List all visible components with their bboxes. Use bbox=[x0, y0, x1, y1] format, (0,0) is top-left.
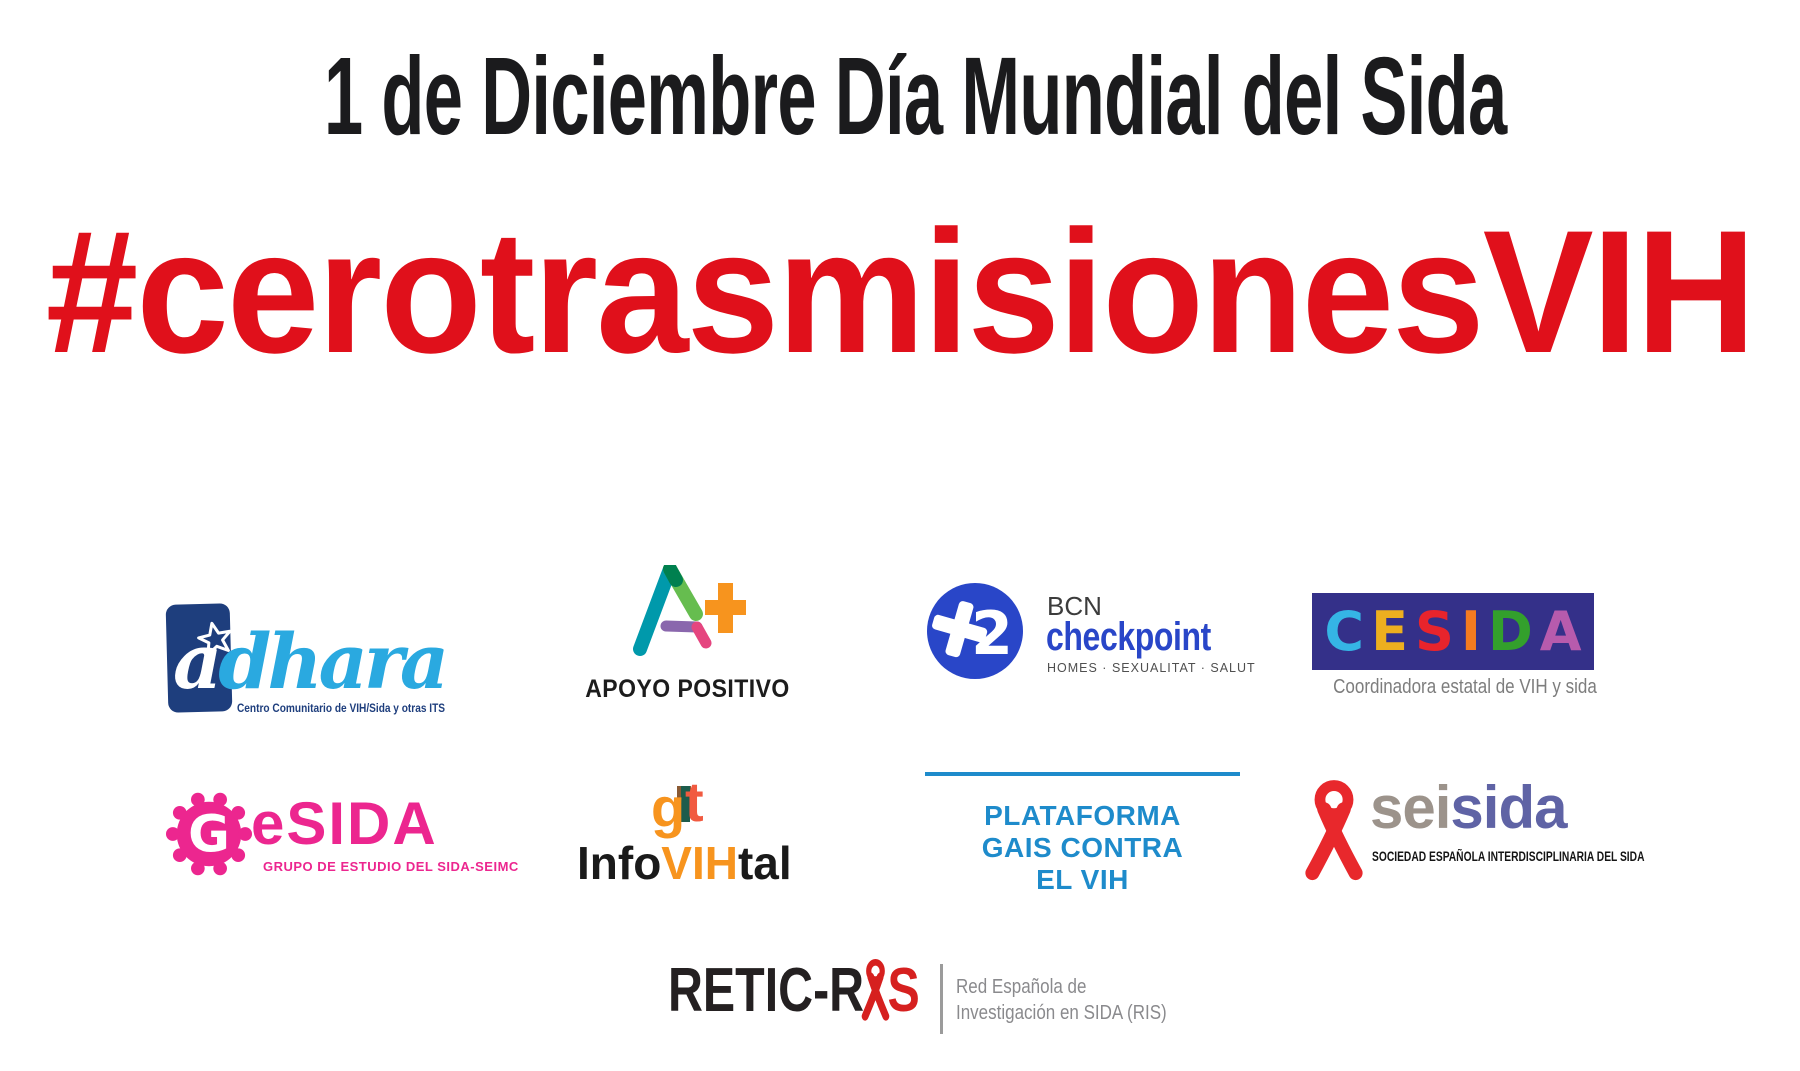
retic-prefix: RETIC-R bbox=[668, 956, 865, 1025]
logo-bcn-checkpoint bbox=[925, 581, 1270, 686]
logo-retic-ris bbox=[668, 952, 1198, 1047]
cesida-letter: A bbox=[1539, 599, 1582, 663]
logo-cesida bbox=[1312, 593, 1597, 705]
plataforma-wordmark bbox=[925, 800, 1240, 897]
seisida-sei: sei bbox=[1370, 774, 1451, 841]
aids-ribbon-icon bbox=[1298, 778, 1370, 886]
adhara-tagline: Centro Comunitario de VIH/Sida y otras ITS bbox=[237, 703, 446, 715]
cesida-letter: C bbox=[1324, 599, 1365, 663]
adhara-letters-dhara: dhara bbox=[218, 617, 446, 706]
adhara-wordmark bbox=[173, 617, 446, 706]
retic-divider bbox=[940, 964, 943, 1034]
gesida-tagline: GRUPO DE ESTUDIO DEL SIDA-SEIMC bbox=[263, 859, 519, 874]
plataforma-line2: GAIS CONTRA bbox=[981, 832, 1184, 864]
retic-ris-wordmark bbox=[668, 956, 920, 1032]
retic-suffix: S bbox=[887, 956, 920, 1025]
cesida-box bbox=[1312, 593, 1594, 670]
logo-seisida bbox=[1298, 772, 1645, 894]
seisida-wordmark bbox=[1370, 774, 1567, 841]
logo-plataforma-gais bbox=[925, 772, 1240, 897]
cesida-tagline: Coordinadora estatal de VIH y sida bbox=[1333, 676, 1597, 698]
gear-icon bbox=[165, 790, 253, 878]
infovihtal-vih: VIH bbox=[661, 837, 738, 889]
plataforma-line3: EL VIH bbox=[1036, 864, 1129, 896]
gesida-wordmark: eSIDA bbox=[251, 790, 438, 857]
plataforma-rule bbox=[925, 772, 1240, 776]
cesida-letter: D bbox=[1487, 599, 1533, 663]
a-plus-icon bbox=[633, 565, 753, 660]
retic-desc-line1: Red Española de bbox=[956, 976, 1087, 998]
bcn-checkpoint-tagline: HOMES · SEXUALITAT · SALUT bbox=[1047, 661, 1256, 675]
seisida-tagline: SOCIEDAD ESPAÑOLA INTERDISCIPLINARIA DEL SIDA bbox=[1372, 849, 1645, 864]
logo-apoyo-positivo bbox=[565, 565, 810, 710]
seisida-sida: sida bbox=[1450, 774, 1567, 841]
infovihtal-info: Info bbox=[577, 837, 662, 889]
bcn-label: BCN bbox=[1047, 591, 1102, 621]
plataforma-line1: PLATAFORMA bbox=[984, 800, 1181, 831]
apoyo-positivo-wordmark: APOYO POSITIVO bbox=[585, 675, 790, 703]
infovihtal-tal: tal bbox=[737, 837, 792, 889]
plus-2-circle-icon bbox=[925, 581, 1025, 681]
logo-infovihtal bbox=[575, 770, 830, 897]
poster-title: 1 de Diciembre Día Mundial del Sida bbox=[324, 35, 1507, 158]
cesida-letter: E bbox=[1371, 599, 1408, 663]
checkpoint-wordmark: checkpoint bbox=[1046, 615, 1211, 659]
cesida-letter: S bbox=[1414, 599, 1454, 663]
checkpoint-numeral: 2 bbox=[971, 599, 1013, 669]
campaign-hashtag: #cerotrasmisionesVIH bbox=[45, 195, 1755, 390]
gt-icon-g: g bbox=[651, 776, 686, 839]
logo-gesida bbox=[165, 790, 519, 885]
retic-desc-line2: Investigación en SIDA (RIS) bbox=[956, 1002, 1167, 1024]
logo-adhara bbox=[165, 600, 455, 722]
cesida-letter: I bbox=[1460, 599, 1481, 663]
infovihtal-wordmark bbox=[577, 837, 792, 889]
gesida-gear-letter: G bbox=[188, 804, 230, 864]
adhara-letter-a: a bbox=[173, 617, 219, 706]
retic-description bbox=[956, 974, 1167, 1026]
gt-icon-t: t bbox=[685, 770, 704, 833]
